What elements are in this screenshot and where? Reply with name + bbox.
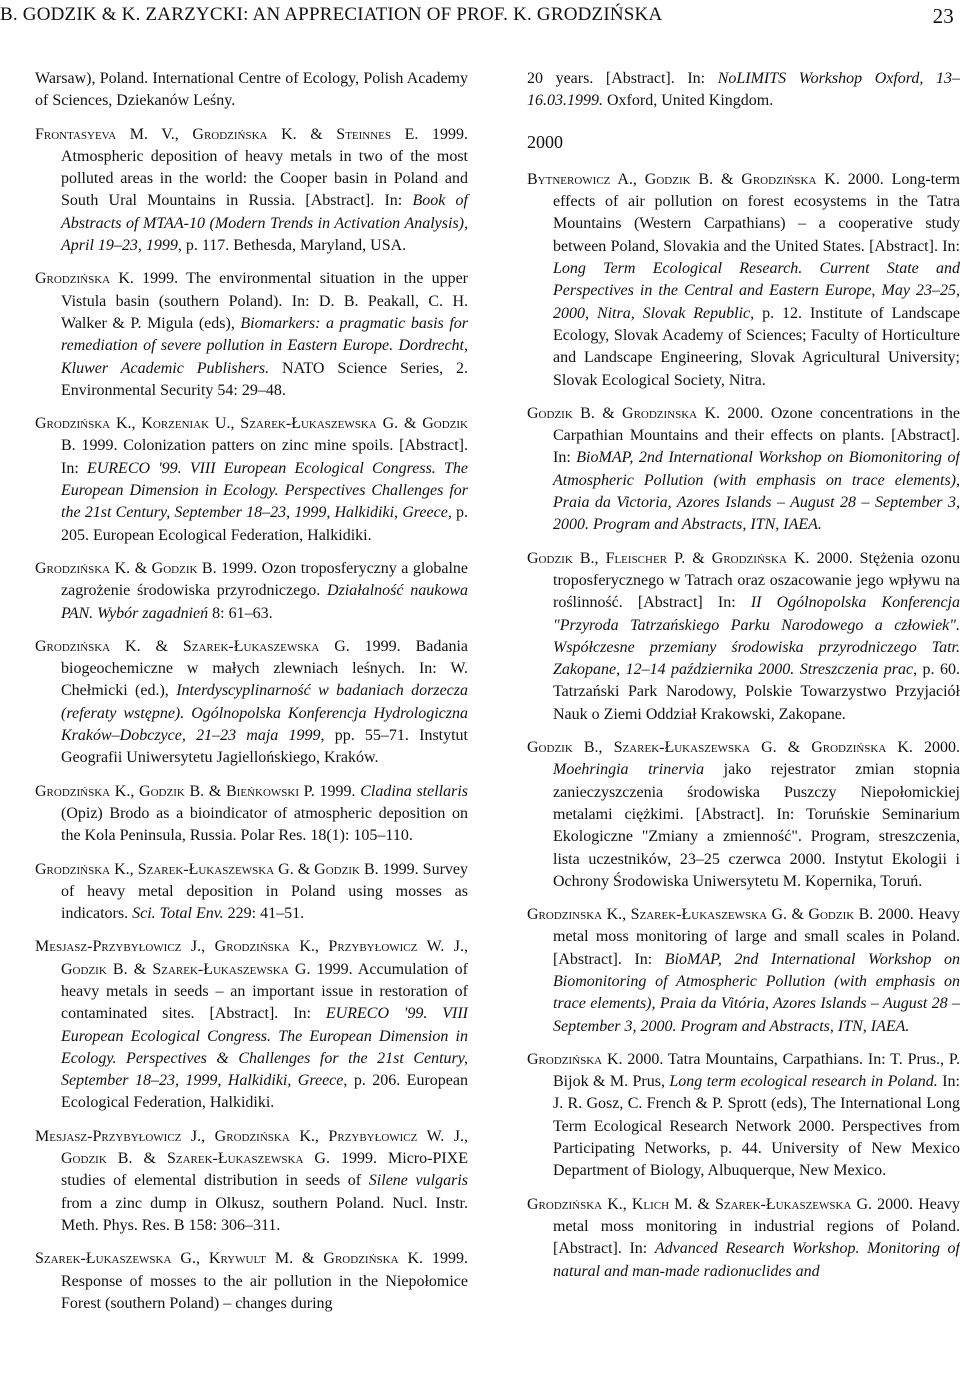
continuation-text-right xyxy=(527,68,960,113)
reference-body: Badania biogeochemiczne w małych zlewniach leśnych. In: W. Chełmicki (ed.), xyxy=(61,637,469,700)
reference-entry xyxy=(527,1049,960,1183)
page-number: 23 xyxy=(932,4,954,28)
reference-entry xyxy=(35,636,468,770)
reference-entry xyxy=(35,1248,468,1315)
reference-authors: Godzik B. & Grodzinska K. 2000. xyxy=(527,404,764,422)
reference-authors: Godzik B., Fleischer P. & Grodzińska K. 2000. xyxy=(527,549,853,567)
reference-entry xyxy=(35,781,468,848)
reference-entry xyxy=(527,904,960,1038)
reference-tail: , p. 60. Tatrzański Park Narodowy, Polskie Towarzystwo Przyjaciół Nauk o Ziemi Oddział Krakowski, Zakopane. xyxy=(553,661,960,723)
reference-title: Cladina stellaris xyxy=(360,782,469,800)
reference-body: Colonization patters on zinc mine spoils. [Abstract]. In: xyxy=(61,437,469,477)
reference-tail: , p. 117. Bethesda, Maryland, USA. xyxy=(177,237,407,255)
reference-body: The environmental situation in the upper Vistula basin (southern Poland). In: D. B. Peakall, C. H. Walker & P. Migula (eds), xyxy=(61,270,468,332)
reference-entry xyxy=(35,859,468,926)
reference-title: BioMAP, 2nd International Workshop on Biomonitoring of Atmospheric Pollution (with emphasis on trace elements), Praia da Victoria, Azores Islands – August 28 – September 3, 2000. Program and Abstracts, ITN, IAEA. xyxy=(553,449,960,534)
reference-title: EURECO '99. VIII European Ecological Congress. The European Dimension in Ecology. Perspectives & Challenges for the 21st Century, September 18–23, 1999, Halkidiki, Greece xyxy=(61,1005,469,1090)
reference-authors: Grodzińska K., Godzik B. & Bieńkowski P. 1999. xyxy=(35,782,356,800)
reference-body: Response of mosses to the air pollution in the Niepołomice Forest (southern Poland) – changes during xyxy=(61,1272,468,1312)
reference-title: Advanced Research Workshop. Monitoring of natural and man-made radionuclides and xyxy=(553,1240,960,1280)
reference-title: EURECO '99. VIII European Ecological Congress. The European Dimension in Ecology. Perspectives Challenges for the 21st Century, September 18–23, 1999, Halkidiki, Greece xyxy=(61,459,468,522)
reference-tail: 229: 41–51. xyxy=(223,905,305,923)
reference-title: Działalność naukowa PAN. Wybór zagadnień xyxy=(61,582,469,622)
reference-body: Heavy metal moss monitoring of large and small scales in Poland. [Abstract]. In: xyxy=(553,906,960,968)
reference-entry xyxy=(35,1126,468,1237)
reference-entry xyxy=(527,548,960,726)
reference-body: Long-term effects of air pollution on forest ecosystems in the Tatra Mountains (Western Carpathians) – a cooperative study between Poland, Slovakia and the United States. [Abstract]. In: xyxy=(553,170,960,255)
reference-authors: Godzik B., Szarek-Łukaszewska G. & Grodzińska K. 2000. xyxy=(527,739,960,757)
reference-authors: Mesjasz-Przybyłowicz J., Grodzińska K., Przybyłowicz W. J., Godzik B. & Szarek-Łukaszewska G. 1999. xyxy=(35,938,468,978)
reference-tail: , p. 205. European Ecological Federation, Halkidiki. xyxy=(61,504,469,544)
reference-tail: NATO Science Series, 2. Environmental Security 54: 29–48. xyxy=(61,359,468,399)
year-heading: 2000 xyxy=(527,131,563,152)
reference-list-right xyxy=(527,169,960,1283)
reference-tail: 8: 61–63. xyxy=(208,604,273,622)
reference-tail: from a zinc dump in Olkusz, southern Poland. Nucl. Instr. Meth. Phys. Res. B 158: 306–311. xyxy=(61,1194,468,1234)
reference-entry xyxy=(35,268,468,402)
reference-title: II Ogólnopolska Konferencja "Przyroda Tatrzańskiego Parku Narodowego a człowiek". Współczesne przemiany środowiska przyrodniczego Tatr. Zakopane, 12–14 października 2000. Streszczenia prac xyxy=(553,594,960,679)
reference-tail: , p. 206. European Ecological Federation, Halkidiki. xyxy=(61,1072,468,1112)
reference-authors: Frontasyeva M. V., Grodzińska K. & Steinnes E. 1999. xyxy=(35,125,468,143)
reference-body: Survey of heavy metal deposition in Poland using mosses as indicators. xyxy=(61,860,468,923)
reference-tail: , p. 12. Institute of Landscape Ecology, Slovak Academy of Sciences; Faculty of Horticulture and Landscape Engineering, Slovak Agricultural University; Slovak Ecological Society, Nitra. xyxy=(553,304,960,389)
running-title: B. GODZIK & K. ZARZYCKI: AN APPRECIATION OF PROF. K. GRODZIŃSKA xyxy=(0,4,663,25)
continuation-italic: NoLIMITS Workshop Oxford, 13–16.03.1999. xyxy=(527,70,960,110)
reference-title: Sci. Total Env. xyxy=(132,905,224,923)
left-column xyxy=(35,68,468,1326)
reference-entry xyxy=(527,403,960,537)
reference-entry xyxy=(35,558,468,625)
reference-title: Silene vulgaris xyxy=(368,1172,468,1190)
reference-authors: Grodzińska K., Korzeniak U., Szarek-Łukaszewska G. & Godzik B. 1999. xyxy=(35,415,468,455)
reference-body: Accumulation of heavy metals in seeds – an important issue in restoration of contaminated sites. [Abstract]. In: xyxy=(61,960,468,1023)
reference-authors: Szarek-Łukaszewska G., Krywult M. & Grodzińska K. 1999. xyxy=(35,1250,468,1268)
right-column xyxy=(527,68,960,1294)
reference-authors: Grodzińska K. & Godzik B. 1999. xyxy=(35,559,258,577)
reference-tail: , pp. 55–71. Instytut Geografii Uniwersytetu Jagiellońskiego, Kraków. xyxy=(61,727,469,767)
reference-authors: Mesjasz-Przybyłowicz J., Grodzińska K., Przybyłowicz W. J., Godzik B. & Szarek-Łukaszewska G. 1999. xyxy=(35,1127,468,1168)
reference-title: Book of Abstracts of MTAA-10 (Modern Trends in Activation Analysis), April 19–23, 1999 xyxy=(61,192,469,255)
reference-list-left xyxy=(35,124,468,1316)
reference-body: Ozon troposferyczny a globalne zagrożenie środowiska przyrodniczego. xyxy=(61,559,468,600)
reference-entry xyxy=(35,936,468,1114)
reference-body: Micro-PIXE studies of elemental distribution in seeds of xyxy=(61,1150,468,1190)
reference-authors: Grodzińska K. & Szarek-Łukaszewska G. 1999. xyxy=(35,637,401,655)
reference-entry xyxy=(527,737,960,893)
reference-body: Heavy metal moss monitoring in industrial regions of Poland. [Abstract]. In: xyxy=(553,1195,960,1258)
continuation-text: Warsaw), Poland. International Centre of Ecology, Polish Academy of Sciences, Dziekanów Leśny. xyxy=(35,70,468,110)
reference-tail: (Opiz) Brodo as a bioindicator of atmospheric deposition on the Kola Peninsula, Russia. Polar Res. 18(1): 105–110. xyxy=(61,804,468,845)
reference-tail: jako rejestrator zmian stopnia zanieczyszczenia środowiska Puszczy Niepołomickiej metalami ciężkimi. [Abstract]. In: Toruńskie Seminarium Ekologiczne "Zmiany a zmienność". Program, streszczenia, lista uczestników, 23–25 czerwca 2000. Instytut Ekologii i Ochrony Środowiska Uniwersytetu M. Kopernika, Toruń. xyxy=(553,761,960,890)
running-header xyxy=(0,4,954,32)
reference-authors: Grodzinska K., Szarek-Łukaszewska G. & Godzik B. 2000. xyxy=(527,906,914,924)
reference-tail: In: J. R. Gosz, C. French & P. Sprott (eds), The International Long Term Ecological Research Network 2000. Perspectives from Participating Networks, p. 44. University of New Mexico Department of Biology, Albuquerque, New Mexico. xyxy=(553,1073,960,1180)
reference-body: Stężenia ozonu troposferycznego w Tatrach oraz oszacowanie jego wpływu na roślinność. [Abstract] In: xyxy=(553,549,960,612)
continuation-tail: Oxford, United Kingdom. xyxy=(603,92,774,110)
reference-authors: Grodzińska K., Klich M. & Szarek-Łukaszewska G. 2000. xyxy=(527,1195,914,1213)
reference-body: Tatra Mountains, Carpathians. In: T. Prus., P. Bijok & M. Prus, xyxy=(553,1050,960,1091)
reference-body: Atmospheric deposition of heavy metals in two of the most polluted areas in the world: the Cooper basin in Poland and South Ural Mountains in Russia. [Abstract]. In: xyxy=(61,147,468,210)
reference-title: Moehringia trinervia xyxy=(553,761,705,779)
reference-body: Ozone concentrations in the Carpathian Mountains and their effects on plants. [Abstract]. In: xyxy=(553,404,960,467)
reference-authors: Grodzińska K., Szarek-Łukaszewska G. & Godzik B. 1999. xyxy=(35,860,419,878)
reference-entry xyxy=(35,413,468,547)
reference-entry xyxy=(527,1194,960,1283)
reference-title: Interdyscyplinarność w badaniach dorzecza (referaty wstępne). Ogólnopolska Konferencja Hydrologiczna Kraków–Dobczyce, 21–23 maja 1999 xyxy=(61,682,468,745)
reference-title: Long term ecological research in Poland. xyxy=(669,1073,938,1091)
reference-entry xyxy=(35,124,468,258)
continuation-plain: 20 years. [Abstract]. In: xyxy=(527,70,718,87)
reference-authors: Grodzińska K. 2000. xyxy=(527,1050,664,1068)
reference-authors: Bytnerowicz A., Godzik B. & Grodzińska K. 2000. xyxy=(527,170,884,188)
reference-entry xyxy=(527,169,960,392)
reference-title: Long Term Ecological Research. Current State and Perspectives in the Central and Eastern Europe, May 23–25, 2000, Nitra, Slovak Republic xyxy=(553,260,960,322)
reference-title: BioMAP, 2nd International Workshop on Biomonitoring of Atmospheric Pollution (with emphasis on trace elements), Praia da Vitória, Azores Islands – August 28 – September 3, 2000. Program and Abstracts, ITN, IAEA. xyxy=(553,950,960,1035)
reference-authors: Grodzińska K. 1999. xyxy=(35,270,179,288)
reference-title: Biomarkers: a pragmatic basis for remediation of severe pollution in Eastern Europe. Dordrecht, Kluwer Academic Publishers. xyxy=(61,314,468,377)
